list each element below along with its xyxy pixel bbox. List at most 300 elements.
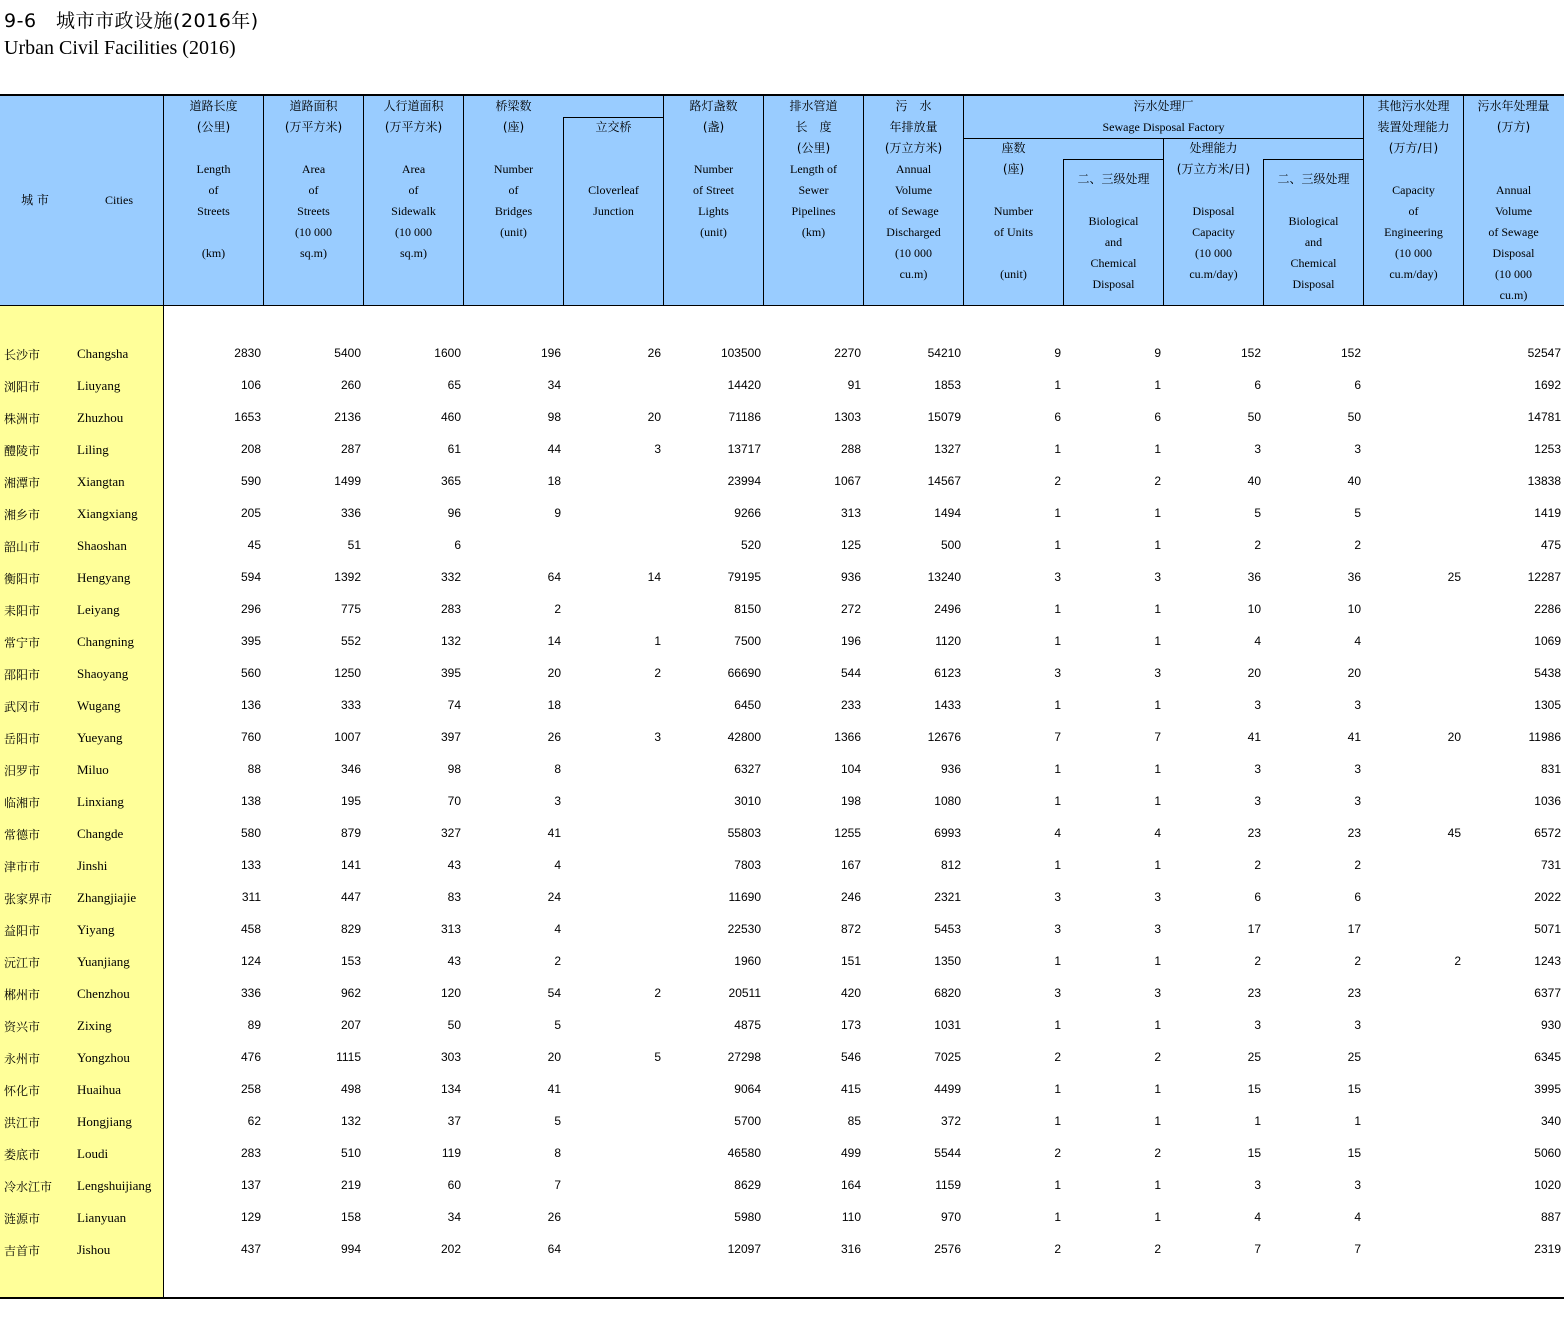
table-cell: 3 bbox=[1254, 1178, 1261, 1192]
city-name-cn: 浏阳市 bbox=[4, 380, 41, 394]
table-cell: 476 bbox=[240, 1050, 261, 1064]
table-cell: 196 bbox=[540, 346, 561, 360]
header-line: (10 000 bbox=[1195, 246, 1232, 260]
table-cell: 41 bbox=[1347, 730, 1361, 744]
table-cell: 7 bbox=[1254, 1242, 1261, 1256]
header-line: (万方/日) bbox=[1388, 141, 1439, 155]
header-line: Discharged bbox=[886, 225, 941, 239]
header-line: and bbox=[1104, 235, 1123, 249]
table-cell: 812 bbox=[940, 858, 961, 872]
table-cell: 336 bbox=[240, 986, 261, 1000]
table-cell: 1303 bbox=[834, 410, 861, 424]
table-cell: 397 bbox=[440, 730, 461, 744]
table-cell: 831 bbox=[1540, 762, 1561, 776]
table-cell: 4 bbox=[1254, 634, 1261, 648]
city-name-en: Liuyang bbox=[77, 378, 121, 393]
table-row bbox=[0, 466, 1564, 498]
city-name-cn: 湘乡市 bbox=[4, 508, 41, 522]
header-line bbox=[1264, 190, 1363, 211]
header-line: of bbox=[408, 183, 419, 197]
table-cell: 6 bbox=[1254, 378, 1261, 392]
city-name-cn: 娄底市 bbox=[4, 1148, 41, 1162]
header-line: Sewer bbox=[798, 183, 829, 197]
city-name-en: Loudi bbox=[77, 1146, 109, 1161]
table-cell: 14 bbox=[547, 634, 561, 648]
table-cell: 3 bbox=[1254, 698, 1261, 712]
table-cell: 1433 bbox=[934, 698, 961, 712]
header-line: 处理能力 bbox=[1189, 141, 1238, 155]
table-cell: 2 bbox=[1054, 1146, 1061, 1160]
table-cell: 13240 bbox=[927, 570, 961, 584]
table-cell: 134 bbox=[440, 1082, 461, 1096]
table-cell: 3 bbox=[1254, 442, 1261, 456]
header-line bbox=[164, 222, 263, 243]
table-cell: 12287 bbox=[1527, 570, 1561, 584]
header-line bbox=[664, 138, 763, 159]
table-cell: 136 bbox=[240, 698, 261, 712]
table-cell: 83 bbox=[447, 890, 461, 904]
table-cell: 89 bbox=[247, 1018, 261, 1032]
table-cell: 8 bbox=[554, 762, 561, 776]
table-cell: 2321 bbox=[934, 890, 961, 904]
table-cell: 15 bbox=[1347, 1146, 1361, 1160]
header-line bbox=[364, 138, 463, 159]
table-cell: 9 bbox=[554, 506, 561, 520]
city-name-cn: 衡阳市 bbox=[4, 572, 41, 586]
table-cell: 1069 bbox=[1534, 634, 1561, 648]
table-cell: 61 bbox=[447, 442, 461, 456]
table-row bbox=[0, 1170, 1564, 1202]
table-cell: 219 bbox=[340, 1178, 361, 1192]
table-cell: 760 bbox=[240, 730, 261, 744]
table-cell: 460 bbox=[440, 410, 461, 424]
table-cell: 129 bbox=[240, 1210, 261, 1224]
header-line: Length of bbox=[790, 162, 837, 176]
table-cell: 3 bbox=[1354, 698, 1361, 712]
page-title-cn: 9-6 城市市政设施(2016年) bbox=[4, 10, 259, 32]
table-cell: 3010 bbox=[734, 794, 761, 808]
header-area-of-sidewalk bbox=[364, 96, 463, 264]
table-cell: 1 bbox=[1054, 698, 1061, 712]
table-cell: 1080 bbox=[934, 794, 961, 808]
table-cell: 499 bbox=[840, 1146, 861, 1160]
table-row bbox=[0, 1042, 1564, 1074]
table-cell: 2 bbox=[1354, 538, 1361, 552]
header-line: (万立方米/日) bbox=[1176, 162, 1251, 176]
table-cell: 54210 bbox=[927, 346, 961, 360]
header-line: Biological bbox=[1088, 214, 1139, 228]
table-cell: 124 bbox=[240, 954, 261, 968]
header-line: Length bbox=[196, 162, 231, 176]
table-cell: 10 bbox=[1347, 602, 1361, 616]
table-cell: 6572 bbox=[1534, 826, 1561, 840]
table-cell: 3 bbox=[1054, 666, 1061, 680]
header-line: 立交桥 bbox=[595, 120, 632, 134]
header-line: (座) bbox=[1002, 162, 1025, 176]
header-line: (unit) bbox=[700, 225, 727, 239]
table-cell: 88 bbox=[247, 762, 261, 776]
header-line bbox=[1464, 159, 1563, 180]
table-cell: 64 bbox=[547, 1242, 561, 1256]
city-name-cn: 韶山市 bbox=[4, 540, 41, 554]
table-cell: 272 bbox=[840, 602, 861, 616]
table-row bbox=[0, 562, 1564, 594]
city-name-en: Shaoshan bbox=[77, 538, 127, 553]
header-line: cu.m) bbox=[1499, 288, 1528, 302]
header-line: 污水年处理量 bbox=[1477, 99, 1550, 113]
table-cell: 6377 bbox=[1534, 986, 1561, 1000]
header-annual-disposal bbox=[1464, 96, 1563, 306]
header-length-of-streets bbox=[164, 96, 263, 264]
table-cell: 313 bbox=[840, 506, 861, 520]
table-row bbox=[0, 434, 1564, 466]
table-cell: 46580 bbox=[727, 1146, 761, 1160]
table-cell: 208 bbox=[240, 442, 261, 456]
header-line: (公里) bbox=[796, 141, 831, 155]
table-cell: 106 bbox=[240, 378, 261, 392]
table-cell: 936 bbox=[940, 762, 961, 776]
header-factory-cn: 污水处理厂 bbox=[1133, 99, 1194, 113]
table-cell: 1 bbox=[1054, 762, 1061, 776]
header-line: 排水管道 bbox=[789, 99, 838, 113]
table-cell: 41 bbox=[547, 1082, 561, 1096]
table-cell: 60 bbox=[447, 1178, 461, 1192]
table-cell: 5 bbox=[654, 1050, 661, 1064]
table-cell: 303 bbox=[440, 1050, 461, 1064]
table-cell: 475 bbox=[1540, 538, 1561, 552]
table-cell: 3 bbox=[1354, 442, 1361, 456]
city-name-cn: 涟源市 bbox=[4, 1212, 41, 1226]
table-cell: 13838 bbox=[1527, 474, 1561, 488]
table-cell: 6 bbox=[1354, 890, 1361, 904]
header-line: Disposal bbox=[1092, 277, 1135, 291]
table-cell: 2830 bbox=[234, 346, 261, 360]
table-cell: 233 bbox=[840, 698, 861, 712]
header-line: 长 度 bbox=[795, 120, 832, 134]
city-name-cn: 吉首市 bbox=[4, 1244, 41, 1258]
table-cell: 91 bbox=[847, 378, 861, 392]
table-cell: 20 bbox=[1347, 666, 1361, 680]
header-line: Streets bbox=[197, 204, 230, 218]
table-cell: 580 bbox=[240, 826, 261, 840]
header-line: of Sewage bbox=[888, 204, 939, 218]
table-cell: 153 bbox=[340, 954, 361, 968]
table-row bbox=[0, 1234, 1564, 1266]
table-cell: 3 bbox=[654, 442, 661, 456]
table-cell: 1 bbox=[1054, 954, 1061, 968]
table-cell: 152 bbox=[1340, 346, 1361, 360]
table-cell: 437 bbox=[240, 1242, 261, 1256]
table-cell: 6345 bbox=[1534, 1050, 1561, 1064]
table-cell: 5453 bbox=[934, 922, 961, 936]
city-name-cn: 长沙市 bbox=[4, 348, 41, 362]
table-cell: 207 bbox=[340, 1018, 361, 1032]
table-cell: 296 bbox=[240, 602, 261, 616]
table-cell: 1031 bbox=[934, 1018, 961, 1032]
table-cell: 4 bbox=[554, 858, 561, 872]
table-cell: 9 bbox=[1054, 346, 1061, 360]
table-cell: 1853 bbox=[934, 378, 961, 392]
table-cell: 336 bbox=[340, 506, 361, 520]
city-name-cn: 冷水江市 bbox=[4, 1180, 53, 1194]
table-cell: 1 bbox=[1054, 442, 1061, 456]
table-cell: 25 bbox=[1247, 1050, 1261, 1064]
table-cell: 1 bbox=[1254, 1114, 1261, 1128]
table-row bbox=[0, 498, 1564, 530]
header-city-cn: 城 市 bbox=[21, 193, 49, 207]
header-line: (万立方米) bbox=[884, 141, 943, 155]
table-cell: 1366 bbox=[834, 730, 861, 744]
header-line: (km) bbox=[801, 225, 826, 239]
table-cell: 260 bbox=[340, 378, 361, 392]
table-cell: 65 bbox=[447, 378, 461, 392]
table-cell: 994 bbox=[340, 1242, 361, 1256]
table-cell: 498 bbox=[340, 1082, 361, 1096]
table-cell: 2496 bbox=[934, 602, 961, 616]
table-cell: 1392 bbox=[334, 570, 361, 584]
table-cell: 4 bbox=[1354, 1210, 1361, 1224]
table-cell: 879 bbox=[340, 826, 361, 840]
city-name-en: Changde bbox=[77, 826, 124, 841]
header-street-lights bbox=[664, 96, 763, 243]
header-line: Capacity bbox=[1392, 183, 1435, 197]
header-sewage-discharged bbox=[864, 96, 963, 285]
header-line: of bbox=[308, 183, 319, 197]
city-name-cn: 湘潭市 bbox=[4, 476, 41, 490]
header-line: (10 000 bbox=[295, 225, 332, 239]
table-cell: 2 bbox=[654, 666, 661, 680]
header-line: 道路面积 bbox=[289, 99, 338, 113]
table-row bbox=[0, 370, 1564, 402]
header-line: cu.m/day) bbox=[1189, 267, 1238, 281]
table-row bbox=[0, 338, 1564, 370]
city-name-cn: 津市市 bbox=[4, 860, 41, 874]
table-row bbox=[0, 978, 1564, 1010]
city-name-en: Changning bbox=[77, 634, 135, 649]
table-cell: 1036 bbox=[1534, 794, 1561, 808]
table-cell: 11986 bbox=[1528, 730, 1561, 744]
page-title-en: Urban Civil Facilities (2016) bbox=[4, 37, 236, 59]
city-name-cn: 岳阳市 bbox=[4, 732, 41, 746]
table-cell: 9 bbox=[1154, 346, 1161, 360]
table-cell: 288 bbox=[840, 442, 861, 456]
table-cell: 74 bbox=[447, 698, 461, 712]
table-cell: 12097 bbox=[727, 1242, 761, 1256]
table-cell: 3 bbox=[1154, 570, 1161, 584]
table-cell: 196 bbox=[840, 634, 861, 648]
table-cell: 346 bbox=[340, 762, 361, 776]
header-line: (10 000 bbox=[895, 246, 932, 260]
table-cell: 167 bbox=[840, 858, 861, 872]
header-line: 装置处理能力 bbox=[1377, 120, 1450, 134]
table-cell: 3 bbox=[554, 794, 561, 808]
table-cell: 1327 bbox=[934, 442, 961, 456]
table-row bbox=[0, 626, 1564, 658]
header-line bbox=[1164, 180, 1263, 201]
header-line: (unit) bbox=[1000, 267, 1027, 281]
city-name-cn: 常德市 bbox=[4, 828, 41, 842]
table-cell: 20 bbox=[1447, 730, 1461, 744]
table-cell: 17 bbox=[1247, 922, 1261, 936]
table-cell: 332 bbox=[440, 570, 461, 584]
table-cell: 23 bbox=[1247, 826, 1261, 840]
table-cell: 520 bbox=[740, 538, 761, 552]
table-cell: 132 bbox=[440, 634, 461, 648]
table-row bbox=[0, 1010, 1564, 1042]
header-capacity-biological bbox=[1264, 169, 1363, 295]
table-cell: 27298 bbox=[727, 1050, 761, 1064]
table-cell: 18 bbox=[547, 698, 561, 712]
table-cell: 50 bbox=[1347, 410, 1361, 424]
header-line: Engineering bbox=[1384, 225, 1443, 239]
city-name-en: Lengshuijiang bbox=[77, 1178, 152, 1193]
table-cell: 3 bbox=[1054, 986, 1061, 1000]
table-cell: 110 bbox=[841, 1210, 861, 1224]
table-cell: 1305 bbox=[1534, 698, 1561, 712]
table-cell: 2 bbox=[1054, 1050, 1061, 1064]
header-line: (公里) bbox=[196, 120, 231, 134]
header-bridges-group: 桥梁数 bbox=[495, 99, 532, 113]
table-cell: 6123 bbox=[934, 666, 961, 680]
header-line bbox=[964, 180, 1063, 201]
table-cell: 6 bbox=[1254, 890, 1261, 904]
city-name-en: Linxiang bbox=[77, 794, 124, 809]
table-cell: 1159 bbox=[935, 1178, 961, 1192]
header-line: Area bbox=[301, 162, 326, 176]
table-cell: 395 bbox=[240, 634, 261, 648]
table-cell: 560 bbox=[240, 666, 261, 680]
city-name-en: Jinshi bbox=[77, 858, 108, 873]
city-name-cn: 资兴市 bbox=[4, 1020, 41, 1034]
header-line: (unit) bbox=[500, 225, 527, 239]
table-cell: 3 bbox=[1354, 762, 1361, 776]
table-cell: 1 bbox=[1154, 1210, 1161, 1224]
header-line: Bridges bbox=[494, 204, 533, 218]
header-line: Biological bbox=[1288, 214, 1339, 228]
city-name-en: Hongjiang bbox=[77, 1114, 132, 1129]
table-cell: 2136 bbox=[334, 410, 361, 424]
table-cell: 1253 bbox=[1534, 442, 1561, 456]
table-cell: 45 bbox=[247, 538, 261, 552]
table-row bbox=[0, 1138, 1564, 1170]
header-line bbox=[164, 138, 263, 159]
table-cell: 158 bbox=[340, 1210, 361, 1224]
header-number-of-bridges bbox=[464, 117, 563, 243]
table-cell: 13717 bbox=[727, 442, 761, 456]
header-line: cu.m/day) bbox=[1389, 267, 1438, 281]
table-row bbox=[0, 1202, 1564, 1234]
table-cell: 1 bbox=[1054, 1210, 1061, 1224]
table-cell: 8 bbox=[554, 1146, 561, 1160]
header-line: (10 000 bbox=[1495, 267, 1532, 281]
table-cell: 9064 bbox=[734, 1082, 761, 1096]
table-cell: 1 bbox=[1054, 858, 1061, 872]
table-cell: 66690 bbox=[727, 666, 761, 680]
table-cell: 1 bbox=[1054, 794, 1061, 808]
header-line: (盏) bbox=[702, 120, 725, 134]
city-name-en: Yiyang bbox=[77, 922, 115, 937]
table-cell: 138 bbox=[240, 794, 261, 808]
table-cell: 1 bbox=[1154, 1018, 1161, 1032]
table-cell: 447 bbox=[340, 890, 361, 904]
table-cell: 1 bbox=[1154, 794, 1161, 808]
table-cell: 2 bbox=[554, 602, 561, 616]
table-cell: 2576 bbox=[934, 1242, 961, 1256]
table-cell: 41 bbox=[547, 826, 561, 840]
table-cell: 9266 bbox=[734, 506, 761, 520]
table-cell: 151 bbox=[840, 954, 861, 968]
table-cell: 3 bbox=[1354, 1178, 1361, 1192]
header-line: 道路长度 bbox=[189, 99, 238, 113]
table-cell: 5400 bbox=[334, 346, 361, 360]
header-line: 其他污水处理 bbox=[1377, 99, 1450, 113]
table-cell: 316 bbox=[840, 1242, 861, 1256]
city-name-cn: 郴州市 bbox=[4, 988, 41, 1002]
table-cell: 132 bbox=[340, 1114, 361, 1128]
table-cell: 44 bbox=[547, 442, 561, 456]
table-cell: 96 bbox=[447, 506, 461, 520]
table-cell: 1 bbox=[1154, 858, 1161, 872]
table-cell: 2 bbox=[1054, 1242, 1061, 1256]
table-cell: 3 bbox=[1154, 922, 1161, 936]
table-cell: 970 bbox=[940, 1210, 961, 1224]
table-cell: 6450 bbox=[734, 698, 761, 712]
table-cell: 4499 bbox=[934, 1082, 961, 1096]
table-cell: 5060 bbox=[1534, 1146, 1561, 1160]
table-cell: 202 bbox=[440, 1242, 461, 1256]
table-row bbox=[0, 754, 1564, 786]
subheader-rule bbox=[1263, 159, 1363, 160]
header-line: of Street bbox=[693, 183, 734, 197]
table-cell: 2 bbox=[554, 954, 561, 968]
table-row bbox=[0, 594, 1564, 626]
table-cell: 195 bbox=[340, 794, 361, 808]
table-cell: 5980 bbox=[734, 1210, 761, 1224]
header-line bbox=[1064, 190, 1163, 211]
table-cell: 25 bbox=[1447, 570, 1461, 584]
table-cell: 1 bbox=[1154, 538, 1161, 552]
table-cell: 205 bbox=[240, 506, 261, 520]
table-cell: 1007 bbox=[334, 730, 361, 744]
table-cell: 1067 bbox=[834, 474, 861, 488]
city-name-en: Yuanjiang bbox=[77, 954, 130, 969]
table-cell: 327 bbox=[440, 826, 461, 840]
table-cell: 1115 bbox=[336, 1050, 361, 1064]
city-name-en: Zhangjiajie bbox=[77, 890, 137, 905]
table-cell: 23 bbox=[1347, 986, 1361, 1000]
table-cell: 20 bbox=[647, 410, 661, 424]
city-name-en: Yongzhou bbox=[77, 1050, 130, 1065]
header-number-of-units bbox=[964, 138, 1063, 285]
header-line: Cloverleaf bbox=[588, 183, 639, 197]
table-cell: 4 bbox=[1354, 634, 1361, 648]
table-cell: 311 bbox=[241, 890, 261, 904]
table-cell: 4 bbox=[1054, 826, 1061, 840]
city-name-cn: 沅江市 bbox=[4, 956, 41, 970]
table-cell: 43 bbox=[447, 858, 461, 872]
table-cell: 20511 bbox=[728, 986, 761, 1000]
city-name-cn: 洪江市 bbox=[4, 1116, 41, 1130]
header-city-en: Cities bbox=[104, 193, 133, 207]
table-cell: 40 bbox=[1347, 474, 1361, 488]
header-line: Disposal bbox=[1292, 277, 1335, 291]
table-row bbox=[0, 882, 1564, 914]
table-cell: 1 bbox=[1154, 442, 1161, 456]
table-cell: 137 bbox=[240, 1178, 261, 1192]
table-cell: 3 bbox=[1154, 986, 1161, 1000]
header-line: Annual bbox=[895, 162, 932, 176]
table-cell: 1250 bbox=[334, 666, 361, 680]
